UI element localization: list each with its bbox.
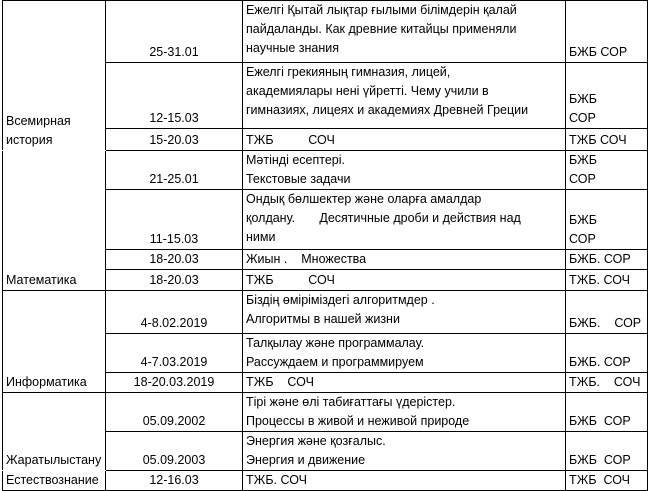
topic-cell: Тірі және өлі табиғаттағы үдерістер. Процессы в живой и неживой природе	[243, 393, 566, 432]
table-row	[3, 151, 648, 190]
subject-cell	[3, 471, 106, 491]
type-cell: БЖБ СОР	[566, 393, 648, 432]
topic-cell: ТЖБ СОЧ	[243, 373, 566, 393]
type-cell: БЖБ СОР	[566, 1, 648, 63]
date-cell: 12-15.03	[106, 63, 243, 129]
date-cell: 11-15.03	[106, 190, 243, 250]
topic-cell: Талқылау және программалау. Рассуждаем и программируем	[243, 334, 566, 373]
type-cell: БЖБ СОР	[566, 151, 648, 190]
topic-cell: ТЖБ СОЧ	[243, 129, 566, 151]
date-cell: 4-7.03.2019	[106, 334, 243, 373]
date-cell: 18-20.03	[106, 250, 243, 270]
date-cell: 05.09.2002	[106, 393, 243, 432]
topic-cell: Мәтінді есептері. Текстовые задачи	[243, 151, 566, 190]
topic-cell: Энергия және қозғалыс. Энергия и движение	[243, 432, 566, 471]
date-cell: 12-16.03	[106, 471, 243, 491]
type-cell: БЖБ. СОР	[566, 250, 648, 270]
subject-cell: Информатика	[3, 291, 106, 393]
type-cell: ТЖБ. СОЧ	[566, 373, 648, 393]
type-cell: ТЖБ СОЧ	[566, 129, 648, 151]
type-cell: БЖБ. СОР	[566, 334, 648, 373]
date-cell: 25-31.01	[106, 1, 243, 63]
table-row	[3, 393, 648, 432]
type-cell: БЖБ. СОР	[566, 291, 648, 334]
type-cell: БЖБ СОР	[566, 190, 648, 250]
type-cell: БЖБ СОР	[566, 63, 648, 129]
date-cell: 18-20.03.2019	[106, 373, 243, 393]
date-cell: 18-20.03	[106, 270, 243, 291]
type-cell: БЖБ СОР	[566, 432, 648, 471]
subject-cell: Математика	[3, 151, 106, 291]
subject-cell	[3, 1, 106, 151]
topic-cell: Ондық бөлшектер және оларға амалдар қолдану. Десятичные дроби и действия над ними	[243, 190, 566, 250]
table-row	[3, 1, 648, 63]
subject-label: история	[6, 133, 53, 147]
table-row	[3, 291, 648, 334]
subject-cell	[3, 393, 106, 471]
topic-cell: Ежелгі грекияның гимназия, лицей, академиялары нені үйретті. Чему учили в гимназиях, лицеях и академиях Древней Греции	[243, 63, 566, 129]
topic-cell: Жиын . Множества	[243, 250, 566, 270]
date-cell: 15-20.03	[106, 129, 243, 151]
date-cell: 05.09.2003	[106, 432, 243, 471]
topic-cell: ТЖБ СОЧ	[243, 270, 566, 291]
type-cell: ТЖБ СОЧ	[566, 471, 648, 491]
date-cell: 21-25.01	[106, 151, 243, 190]
topic-cell: ТЖБ. СОЧ	[243, 471, 566, 491]
date-cell: 4-8.02.2019	[106, 291, 243, 334]
subject-label: Естествознание	[6, 473, 99, 487]
topic-cell: Ежелгі Қытай лықтар ғылыми білімдерін қалай пайдаланды. Как древние китайцы применяли научные знания	[243, 1, 566, 63]
schedule-table	[2, 0, 648, 491]
subject-label: Всемирная	[6, 114, 71, 128]
subject-label: Жаратылыстану	[6, 453, 102, 467]
topic-cell: Біздің өміріміздегі алгоритмдер . Алгоритмы в нашей жизни	[243, 291, 566, 334]
type-cell: ТЖБ. СОЧ	[566, 270, 648, 291]
table-row	[3, 471, 648, 491]
